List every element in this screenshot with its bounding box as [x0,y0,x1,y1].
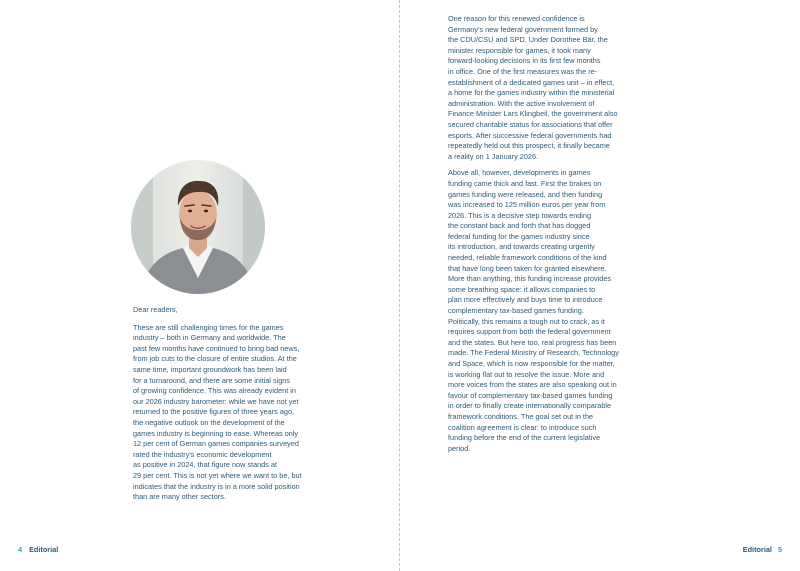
text-line: 2026. This is a decisive step towards ending [448,210,592,220]
footer-left [18,545,58,554]
text-line: needed, reliable framework conditions of the kind [448,253,607,263]
text-line: requires support from both the federal government [448,327,611,337]
text-line: than are many other sectors. [133,492,226,502]
text-line: that have long been taken for granted elsewhere. [448,263,607,273]
text-line: rated the industry's economic development [133,449,272,459]
text-line: the CDU/CSU and SPD. Under Dorothee Bär, the [448,35,608,45]
text-line: a home for the games industry within the ministerial [448,88,615,98]
page-number: 5 [777,545,782,554]
text-line: for a turnaround, and there are some initial signs [133,375,290,385]
text-line: its introduction, and towards creating urgently [448,242,595,252]
text-line: Germany's new federal government formed by [448,24,598,34]
text-line: secured charitable status for associations that offer [448,119,613,129]
text-line: federal funding for the games industry since [448,231,590,241]
text-line: forward-looking decisions in its first few months [448,56,601,66]
text-line: and Space, which is now responsible for the matter, [448,359,615,368]
paragraph-1 [133,323,355,503]
text-line: esports. After successive federal governments had [448,130,612,140]
paragraph-3 [448,168,670,454]
text-line: More than anything, this funding increase provides [448,274,612,284]
text-line: games industry is beginning to ease. Whereas only [133,428,299,438]
text-line: in order to finally create internationally comparable [448,401,612,411]
text-line: past few months have continued to bring bad news, [133,343,300,353]
text-line: 12 per cent of German games companies surveyed [133,439,299,449]
text-line: period. [448,443,471,453]
text-line: same time, important groundwork has been laid [133,364,287,374]
editorial-right-column [448,14,670,460]
text-line: complementary tax-based games funding. [448,306,584,316]
text-line: as positive in 2024, that figure now stands at [133,460,277,470]
footer-right [743,545,782,554]
text-line: indicates that the industry is in a more solid position [133,481,300,491]
text-line: returned to the positive figures of three years ago, [133,407,295,417]
text-line: framework conditions. The goal set out in the [448,411,594,421]
page-fold-divider [399,0,400,571]
salutation: Dear readers, [133,305,178,314]
text-line: Above all, however, developments in games [448,168,591,178]
author-portrait [131,160,265,294]
text-line: 29 per cent. This is not yet where we want to be, but [133,470,302,480]
page-number: 4 [18,545,23,554]
text-line: and the states. But here too, real progress has been [448,337,617,347]
text-line: more voices from the states are also speaking out in [448,380,617,390]
section-label: Editorial [742,545,772,554]
text-line: games funding were released, and then funding [448,189,603,199]
text-line: our 2026 industry barometer: while we have not yet [133,396,299,406]
text-line: favour of complementary tax-based games funding [448,390,613,400]
text-line: some breathing space: it allows companies to [448,284,596,294]
text-line: Finance Minister Lars Klingbeil, the government also [448,109,618,119]
text-line: from job cuts to the closure of entire studios. At the [133,354,297,364]
text-line: repeatedly held out this prospect, it finally became [448,141,610,151]
text-line: industry – both in Germany and worldwide. The [133,333,286,343]
text-line: These are still challenging times for the games [133,322,284,332]
text-line: administration. With the active involvement of [448,98,595,108]
text-line: was increased to 125 million euros per year from [448,200,606,210]
text-line: in office. One of the first measures was the re- [448,66,598,76]
text-line: One reason for this renewed confidence is [448,14,585,23]
text-line: plan more effectively and buys time to introduce [448,295,603,305]
text-line: is working flat out to resolve the issue. More and [448,369,605,379]
text-line: establishment of a dedicated games unit – in effect, [448,77,615,87]
text-line: of growing confidence. This was already evident in [133,386,296,396]
text-line: funding came thick and fast. First the brakes on [448,178,602,188]
text-line: minister responsible for games, it took many [448,45,591,55]
text-line: funding before the end of the current legislative [448,433,601,443]
text-line: the constant back and forth that has dogged [448,221,591,231]
text-line: the negative outlook on the development of the [133,417,285,427]
section-label: Editorial [29,545,59,554]
text-line: Politically, this remains a tough nut to crack, as it [448,316,605,326]
text-line: made. The Federal Ministry of Research, Technology [448,348,619,358]
paragraph-2 [448,14,670,162]
editorial-left-column [133,305,355,509]
text-line: a reality on 1 January 2026. [448,151,539,161]
text-line: coalition agreement is clear: to introduce such [448,422,597,432]
